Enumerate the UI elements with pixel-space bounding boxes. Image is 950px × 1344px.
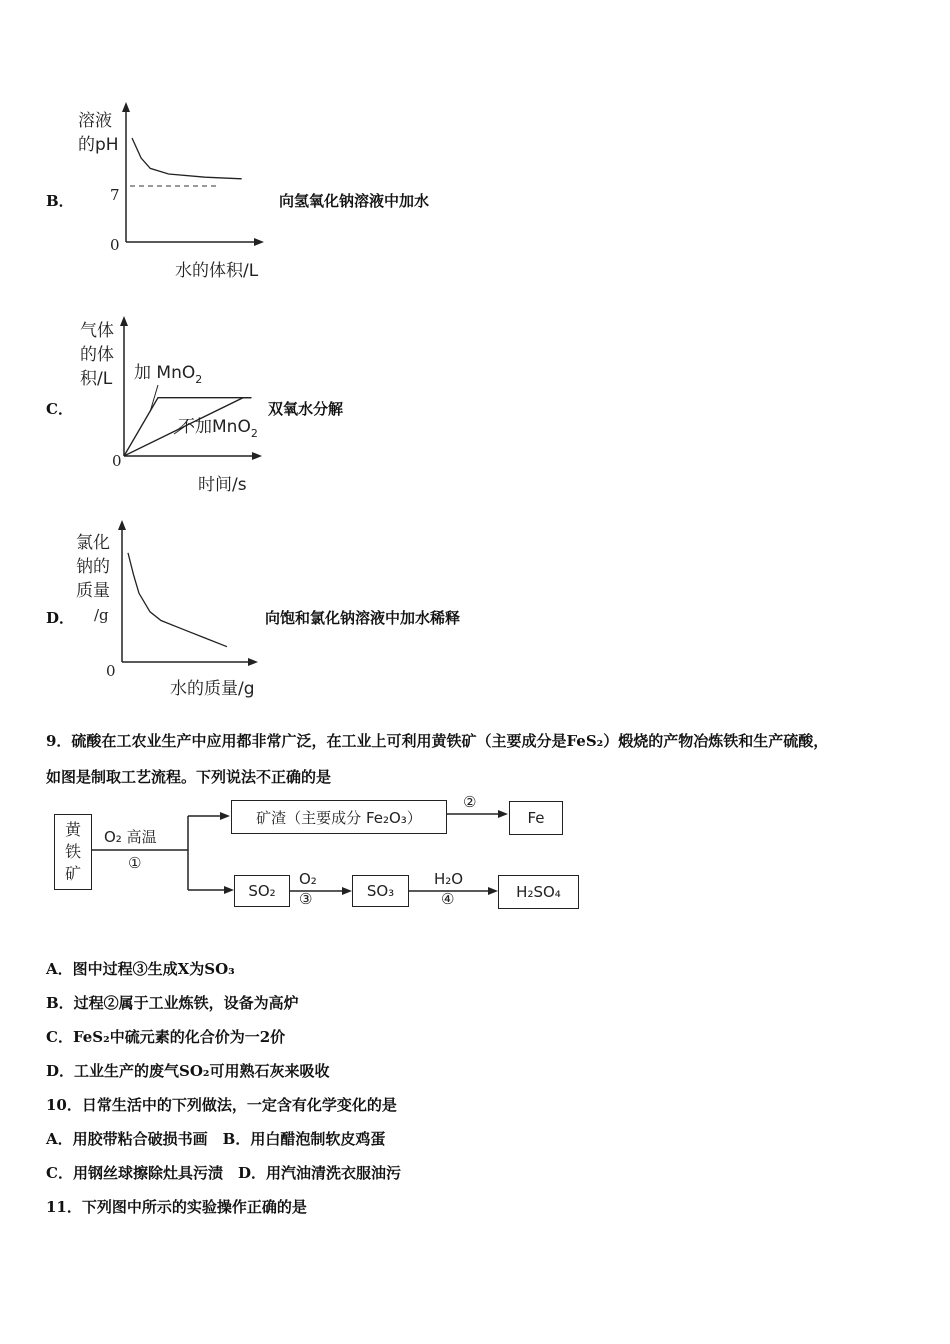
option-b-description: 向氢氧化钠溶液中加水 <box>279 192 430 210</box>
q9-option-c: C．FeS₂中硫元素的化合价为一2价 <box>46 1028 286 1046</box>
flow-pyrite-char-1: 黄 <box>64 820 81 839</box>
d-xlabel: 水的质量/g <box>170 679 255 699</box>
c-ylabel-1: 气体 <box>80 321 114 341</box>
q9-option-b: B．过程②属于工业炼铁，设备为高炉 <box>46 994 299 1012</box>
d-y-arrow <box>118 520 126 530</box>
b-x-arrow <box>254 238 264 246</box>
q10-options-row-2: C．用钢丝球擦除灶具污渍 D．用汽油清洗衣服油污 <box>46 1164 401 1182</box>
b-ylabel-1: 溶液 <box>78 111 112 131</box>
c-label-without-mno2: 不加MnO$_2$ <box>178 417 258 440</box>
flow-h2so4-box: H₂SO₄ <box>498 875 579 909</box>
b-tick-7: 7 <box>110 186 120 204</box>
flow-cond-3: O₂ <box>299 870 317 888</box>
c-label-with-mno2: 加 MnO$_2$ <box>134 363 203 386</box>
c-x-arrow <box>252 452 262 460</box>
flow-cond-1: O₂ 高温 <box>104 828 157 846</box>
c-ylabel-3: 积/L <box>80 369 113 389</box>
q9-option-d: D．工业生产的废气SO₂可用熟石灰来吸收 <box>46 1062 330 1080</box>
flow-so3-box: SO₃ <box>352 875 409 907</box>
flow-slag-box: 矿渣（主要成分 Fe₂O₃） <box>231 800 447 834</box>
flow-step-4: ④ <box>441 890 455 908</box>
d-ylabel-4: /g <box>94 606 109 624</box>
option-c-description: 双氧水分解 <box>268 400 344 418</box>
option-b-chart <box>70 100 280 285</box>
q11-stem: 11．下列图中所示的实验操作正确的是 <box>46 1198 307 1216</box>
flow-step-1: ① <box>128 854 142 872</box>
q10-stem: 10．日常生活中的下列做法，一定含有化学变化的是 <box>46 1096 397 1114</box>
c-ylabel-2: 的体 <box>80 345 114 365</box>
q9-stem-line-2: 如图是制取工艺流程。下列说法不正确的是 <box>46 768 332 786</box>
b-xlabel: 水的体积/L <box>175 261 259 281</box>
option-b-label: B． <box>46 192 74 210</box>
flow-pyrite-char-2: 铁 <box>64 842 81 861</box>
flow-cond-4: H₂O <box>434 870 464 888</box>
option-d-chart <box>66 516 276 702</box>
q9-option-a: A．图中过程③生成X为SO₃ <box>46 960 235 978</box>
option-c-label: C． <box>46 400 73 418</box>
option-d-description: 向饱和氯化钠溶液中加水稀释 <box>265 609 461 627</box>
flow-fe-box: Fe <box>509 801 563 835</box>
d-ylabel-3: 质量 <box>76 581 110 601</box>
q9-stem-line-1: 9．硫酸在工农业生产中应用都非常广泛，在工业上可利用黄铁矿（主要成分是FeS₂）煅烧的产物冶炼铁和生产硫酸， <box>46 732 829 750</box>
d-ylabel-2: 钠的 <box>76 557 110 577</box>
b-origin: 0 <box>110 236 120 254</box>
c-xlabel: 时间/s <box>198 475 247 495</box>
flow-pyrite-box <box>54 814 92 890</box>
b-ylabel-2: 的pH <box>78 135 119 155</box>
q10-options-row-1: A．用胶带粘合破损书画 B．用白醋泡制软皮鸡蛋 <box>46 1130 386 1148</box>
c-origin: 0 <box>112 452 122 470</box>
flow-step-3: ③ <box>299 890 313 908</box>
option-c-chart <box>70 310 280 500</box>
flow-pyrite-char-3: 矿 <box>64 864 81 883</box>
d-origin: 0 <box>106 662 116 680</box>
d-x-arrow <box>248 658 258 666</box>
c-y-arrow <box>120 316 128 326</box>
d-ylabel-1: 氯化 <box>76 533 110 553</box>
flow-step-2: ② <box>463 793 477 811</box>
b-y-arrow <box>122 102 130 112</box>
b-ph-curve <box>132 138 242 179</box>
option-d-label: D． <box>46 609 75 627</box>
flow-so2-box: SO₂ <box>234 875 290 907</box>
d-nacl-curve <box>128 553 227 647</box>
